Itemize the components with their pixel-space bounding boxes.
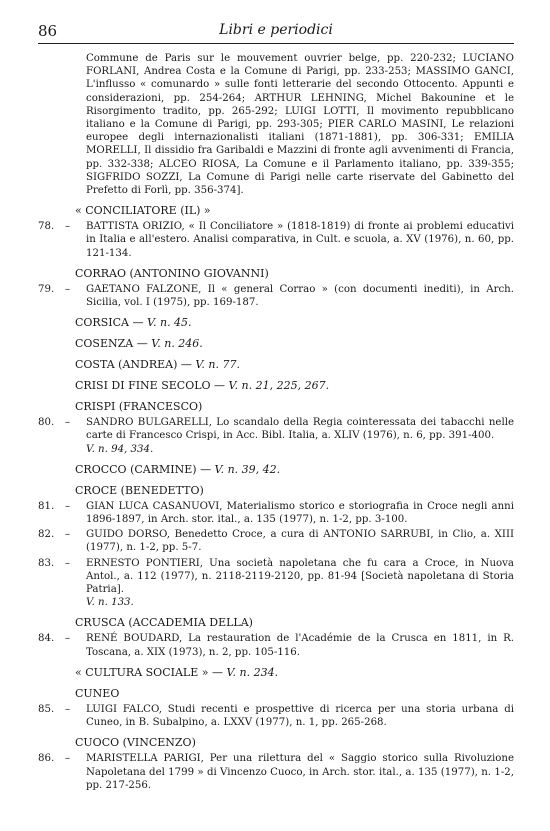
heading-text: CRISPI (FRANCESCO) [75,400,203,414]
running-title: Libri e periodici [219,22,333,38]
heading-text: CRISI DI FINE SECOLO [75,379,211,393]
entry-dash: – [65,753,71,765]
bibliography-entry [38,703,514,729]
see-also-ref: — V. n. 246. [136,337,203,351]
entry-text: RENÉ BOUDARD, La restauration de l'Académie de la Crusca en 1811, in R. Toscana, a. XIX (1973), n. 2, pp. 105-116. [86,633,514,658]
entry-text: SANDRO BULGARELLI, Lo scandalo della Regia cointeressata dei tabacchi nelle carte di Francesco Crispi, in Acc. Bibl. Italia, a. XLIV (1976), n. 6, pp. 391-400. [86,417,514,442]
heading-text: « CULTURA SOCIALE » [75,665,209,679]
section-heading [75,316,514,330]
entry-dash: – [65,221,71,233]
see-also-ref: — V. n. 39, 42. [200,462,281,476]
page-header [38,22,514,42]
bibliography-content [38,52,514,792]
entry-number: 84. [38,633,55,645]
entry-number: 79. [38,283,55,295]
bibliography-entry [38,557,514,610]
see-also-ref: — V. n. 21, 225, 267. [214,379,330,393]
entry-dash: – [65,500,71,512]
heading-text: « CONCILIATORE (IL) » [75,204,211,218]
heading-text: COSENZA [75,337,134,351]
heading-text: CORRAO (ANTONINO GIOVANNI) [75,266,269,280]
bibliography-entry [38,283,514,309]
bibliography-entry [38,416,514,456]
entry-dash: – [65,417,71,429]
section-heading [75,400,514,414]
section-heading [75,687,514,701]
bibliography-entry [38,220,514,260]
section-heading [75,666,514,680]
bibliography-entry [38,632,514,658]
entry-text: LUIGI FALCO, Studi recenti e prospettive di ricerca per una storia urbana di Cuneo, in B. Subalpino, a. LXXV (1977), n. 1, pp. 265-268. [86,703,514,729]
section-heading [75,463,514,477]
entry-number: 81. [38,500,55,512]
see-also-ref: — V. n. 234. [211,665,279,679]
entry-dash: – [65,557,71,569]
heading-text: CROCCO (CARMINE) [75,462,197,476]
entry-number: 82. [38,529,55,541]
see-also-ref: V. n. 94, 334. [86,443,154,455]
section-heading [75,204,514,218]
section-heading [75,379,514,393]
entry-number: 80. [38,417,55,429]
bibliography-entry [38,500,514,526]
heading-text: CROCE (BENEDETTO) [75,483,204,497]
entry-dash: – [65,529,71,541]
sections-list [38,204,514,792]
continuation-text: Commune de Paris sur le mouvement ouvrier belge, pp. 220-232; LUCIANO FORLANI, Andrea Costa e la Comune di Parigi, pp. 233-253; MASSIMO GANCI, L'influsso « comunardo » sulle fonti letterarie del secondo Ottocento. Appunti e considerazioni, pp. 254-264; ARTHUR LEHNING, Michel Bakounine et le Risorgimento tradito, pp. 265-292; LUIGI LOTTI, Il movimento repubblicano italiano e la Comune di Parigi, pp. 293-305; PIER CARLO MASINI, Le relazioni europee degli internazionalisti italiani (1871-1881), pp. 306-331; EMILIA MORELLI, Il dissidio fra Garibaldi e Mazzini di fronte agli avvenimenti di Francia, pp. 332-338; ALCEO RIOSA, La Comune e il Parlamento italiano, pp. 339-355; SIGFRIDO SOZZI, La Comune di Parigi nelle carte riservate del Gabinetto del Prefetto di Forlì, pp. 356-374]. [86,53,514,197]
section-heading [75,267,514,281]
section-heading [75,736,514,750]
entry-number: 86. [38,753,55,765]
bibliography-entry [38,528,514,554]
entry-text: GIAN LUCA CASANUOVI, Materialismo storico e storiografia in Croce negli anni 1896-1897, in Arch. stor. ital., a. 135 (1977), n. 1-2, pp. 3-100. [86,500,514,526]
entry-dash: – [65,633,71,645]
entry-text: BATTISTA ORIZIO, « Il Conciliatore » (1818-1819) di fronte ai problemi educativi in Italia e all'estero. Analisi comparativa, in Cult. e scuola, a. XV (1976), n. 60, pp. 121-134. [86,221,514,259]
heading-text: CORSICA [75,316,129,330]
see-also-ref: — V. n. 77. [180,358,240,372]
heading-text: COSTA (ANDREA) [75,358,178,372]
page-number: 86 [38,22,58,40]
section-heading [75,358,514,372]
see-also-ref: — V. n. 45. [132,316,192,330]
heading-text: CRUSCA (ACCADEMIA DELLA) [75,616,253,630]
heading-text: CUNEO [75,686,120,700]
entry-dash: – [65,703,71,715]
entry-text: GAETANO FALZONE, Il « general Corrao » (con documenti inediti), in Arch. Sicilia, vol. I (1975), pp. 169-187. [86,283,514,309]
entry-number: 83. [38,557,55,569]
section-heading [75,616,514,630]
entry-text: ERNESTO PONTIERI, Una società napoletana che fu cara a Croce, in Nuova Antol., a. 112 (1977), n. 2118-2119-2120, pp. 81-94 [Società napoletana di Storia Patria]. [86,557,514,596]
entry-number: 85. [38,703,55,715]
header-rule [38,43,514,44]
entry-dash: – [65,283,71,295]
section-heading [75,337,514,351]
bibliography-entry [38,752,514,792]
entry-number: 78. [38,221,55,233]
heading-text: CUOCO (VINCENZO) [75,736,196,750]
section-heading [75,484,514,498]
entry-text: MARISTELLA PARIGI, Per una rilettura del « Saggio storico sulla Rivoluzione Napoletana del 1799 » di Vincenzo Cuoco, in Arch. stor. ital., a. 135 (1977), n. 1-2, pp. 217-256. [86,753,514,791]
entry-text: GUIDO DORSO, Benedetto Croce, a cura di ANTONIO SARRUBI, in Clio, a. XIII (1977), n. 1-2, pp. 5-7. [86,529,514,554]
see-also-ref: V. n. 133. [86,597,134,609]
